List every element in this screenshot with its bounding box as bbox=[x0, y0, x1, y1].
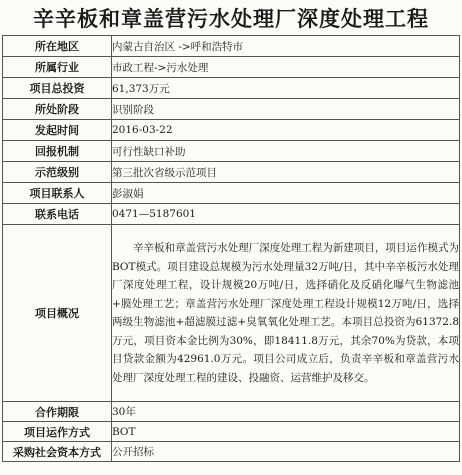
row-label: 回报机制 bbox=[3, 141, 112, 162]
row-value: BOT bbox=[112, 422, 460, 442]
row-label: 项目联系人 bbox=[3, 183, 112, 204]
row-label: 示范级别 bbox=[3, 162, 112, 183]
row-value: 市政工程->污水处理 bbox=[112, 57, 460, 78]
row-label: 发起时间 bbox=[3, 120, 112, 141]
row-value: 内蒙古自治区 ->呼和浩特市 bbox=[112, 36, 460, 57]
table-row bbox=[3, 422, 460, 442]
row-value: 可行性缺口补助 bbox=[112, 141, 460, 162]
table-row bbox=[3, 36, 460, 57]
row-label: 项目总投资 bbox=[3, 78, 112, 99]
page-title: 辛辛板和章盖营污水处理厂深度处理工程 bbox=[33, 5, 429, 31]
row-label: 所属行业 bbox=[3, 57, 112, 78]
row-label: 采购社会资本方式 bbox=[3, 442, 112, 462]
table-row bbox=[3, 141, 460, 162]
row-label: 项目运作方式 bbox=[3, 422, 112, 442]
table-row bbox=[3, 204, 460, 225]
row-label: 项目概况 bbox=[3, 225, 112, 402]
row-value: 第三批次省级示范项目 bbox=[112, 162, 460, 183]
table-row bbox=[3, 402, 460, 422]
row-value: 识别阶段 bbox=[112, 99, 460, 120]
row-value: 30年 bbox=[112, 402, 460, 422]
row-value: 2016-03-22 bbox=[112, 120, 460, 141]
table-row bbox=[3, 162, 460, 183]
row-label: 所在地区 bbox=[3, 36, 112, 57]
row-label: 联系电话 bbox=[3, 204, 112, 225]
row-value: 0471—5187601 bbox=[112, 204, 460, 225]
row-label: 合作期限 bbox=[3, 402, 112, 422]
row-label: 所处阶段 bbox=[3, 99, 112, 120]
project-overview-text: 辛辛板和章盖营污水处理厂深度处理工程为新建项目，项目运作模式为BOT模式。项目建设总规模为污水处理量32万吨/日，其中辛辛板污水处理厂深度处理工程，设计规模20万吨/日，选择硝化及反硝化曝气生物滤池+膜处理工艺；章盖营污水处理厂深度处理工程设计规模12万吨/日，选择两级生物滤池+超滤膜过滤+臭氧氧化处理工艺。本项目总投资为61372.8万元，项目资本金比例为30%，即18411.8万元，其余70%为贷款，本项目贷款金额为42961.0万元。项目公司成立后，负责辛辛板和章盖营污水处理厂深度处理工程的建设、投融资、运营维护及移交。 bbox=[112, 225, 460, 402]
table-row bbox=[3, 183, 460, 204]
row-value: 61,373万元 bbox=[112, 78, 460, 99]
row-value: 彭淑娟 bbox=[112, 183, 460, 204]
table-row bbox=[3, 120, 460, 141]
project-info-table bbox=[2, 35, 460, 462]
table-row bbox=[3, 99, 460, 120]
table-row bbox=[3, 78, 460, 99]
row-value: 公开招标 bbox=[112, 442, 460, 462]
table-row bbox=[3, 442, 460, 462]
table-row bbox=[3, 225, 460, 402]
table-row bbox=[3, 57, 460, 78]
